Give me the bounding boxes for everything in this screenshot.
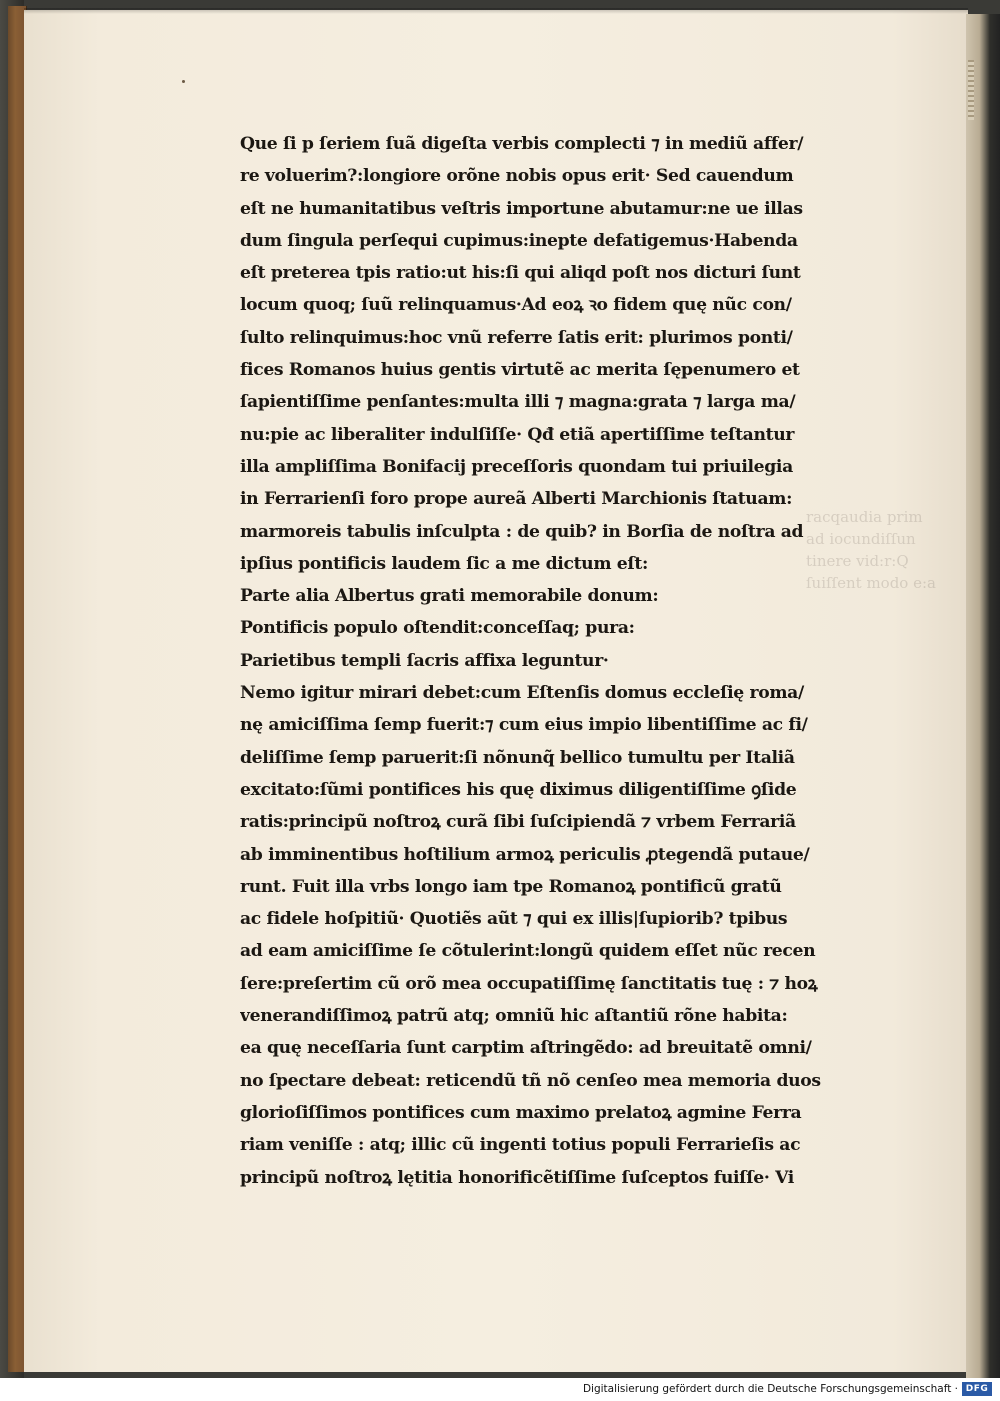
page-stack-lines bbox=[968, 60, 974, 120]
printed-text-block bbox=[240, 128, 840, 1188]
text-line: venerandiſſimoꝝ patrũ atq; omniũ hic aſtantiũ rõne habita: bbox=[240, 1006, 788, 1027]
ink-speck bbox=[182, 80, 185, 83]
text-line: nu:pie ac liberaliter indulſiſſe· Qđ etiã apertiſſime teſtantur bbox=[240, 424, 795, 445]
show-through-line: ad iocundiſſun bbox=[806, 530, 916, 548]
text-line: ipſius pontificis laudem ſic a me dictum eſt: bbox=[240, 553, 649, 574]
text-line: ſapientiſſime penſantes:multa illi ⁊ magna:grata ⁊ larga ma/ bbox=[240, 392, 796, 413]
verse-line: Pontificis populo oſtendit:conceſſaq; pura: bbox=[240, 618, 635, 639]
text-line: Nemo igitur mirari debet:cum Eſtenſis domus eccleſię roma/ bbox=[240, 683, 804, 704]
text-line: ad eam amiciſſime ſe cõtulerint:longũ quidem eſſet nũc recen bbox=[240, 941, 816, 962]
show-through-line: racqaudia prim bbox=[806, 508, 923, 526]
text-line: excitato:ſũmi pontifices his quę diximus diligentiſſime ꝯſide bbox=[240, 779, 797, 800]
text-line: principũ noſtroꝝ lętitia honorificẽtiſſime ſuſceptos fuiſſe· Vi bbox=[240, 1167, 794, 1188]
text-line: runt. Fuit illa vrbs longo iam tpe Romanoꝝ pontificũ gratũ bbox=[240, 876, 782, 897]
dfg-logo[interactable]: DFG bbox=[962, 1382, 992, 1396]
page-shadow bbox=[24, 8, 968, 14]
text-line: ea quę neceſſaria ſunt carptim aſtringẽdo: ad breuitatẽ omni/ bbox=[240, 1038, 812, 1059]
page-stack-edge bbox=[966, 14, 1000, 1378]
verse-line: Parte alia Albertus grati memorabile donum: bbox=[240, 586, 659, 607]
text-line: deliſſime ſemp paruerit:ſi nõnunq̃ bellico tumultu per Italiã bbox=[240, 747, 795, 768]
text-line: glorioſiſſimos pontifices cum maximo prelatoꝝ agmine Ferra bbox=[240, 1102, 802, 1123]
verse-line: Parietibus templi ſacris affixa leguntur· bbox=[240, 650, 609, 671]
text-line: Que ſi p ſeriem ſuã digeſta verbis complecti ⁊ in mediũ affer/ bbox=[240, 134, 804, 154]
text-line: eſt preterea tpis ratio:ut his:ſi qui aliqd poſt nos dicturi ſunt bbox=[240, 263, 801, 284]
text-line: fices Romanos huius gentis virtutẽ ac merita ſępenumero et bbox=[240, 360, 800, 381]
text-line: marmoreis tabulis inſculpta : de quib? in Borſia de noſtra ad bbox=[240, 521, 804, 542]
text-line: riam veniſſe : atq; illic cũ ingenti totius populi Ferrarieſis ac bbox=[240, 1135, 801, 1156]
text-line: ſere:preſertim cũ orõ mea occupatiſſimę ſanctitatis tuę : ⁊ hoꝝ bbox=[240, 973, 818, 994]
text-line: ab imminentibus hoſtilium armoꝝ periculis ꝓtegendã putaue/ bbox=[240, 844, 810, 865]
text-line: ſulto relinquimus:hoc vnũ referre ſatis erit: plurimos ponti/ bbox=[240, 327, 793, 348]
text-line: illa ampliſſima Bonifacij preceſſoris quondam tui priuilegia bbox=[240, 456, 793, 477]
text-line: no ſpectare debeat: reticendũ tñ nõ cenſeo mea memoria duos bbox=[240, 1070, 821, 1091]
show-through-line: ſuiſſent modo e:a bbox=[806, 574, 936, 592]
text-line: ratis:principũ noſtroꝝ curã ſibi ſuſcipiendã ⁊ vrbem Ferrariã bbox=[240, 812, 796, 833]
show-through-line: tinere vid:r:Q bbox=[806, 552, 909, 570]
text-line: nę amiciſſima ſemp fuerit:⁊ cum eius impio libentiſſime ac fi/ bbox=[240, 715, 808, 736]
text-line: re voluerim?:longiore orõne nobis opus erit· Sed cauendum bbox=[240, 166, 794, 187]
text-line: ac fidele hoſpitiũ· Quotiẽs aũt ⁊ qui ex illis|ſupiorib? tpibus bbox=[240, 909, 788, 930]
text-line: dum ſingula perſequi cupimus:inepte defatigemus·Habenda bbox=[240, 230, 798, 251]
text-line: in Ferrarienſi foro prope aureã Alberti Marchionis ſtatuam: bbox=[240, 489, 793, 510]
text-line: locum quoq; ſuũ relinquamus·Ad eoꝝ ꝛo fidem quę nũc con/ bbox=[240, 295, 792, 316]
funding-credit: Digitalisierung gefördert durch die Deutsche Forschungsgemeinschaft · bbox=[582, 1383, 958, 1395]
footer-bar bbox=[0, 1378, 1000, 1401]
text-line: eſt ne humanitatibus veſtris importune abutamur:ne ue illas bbox=[240, 198, 803, 219]
